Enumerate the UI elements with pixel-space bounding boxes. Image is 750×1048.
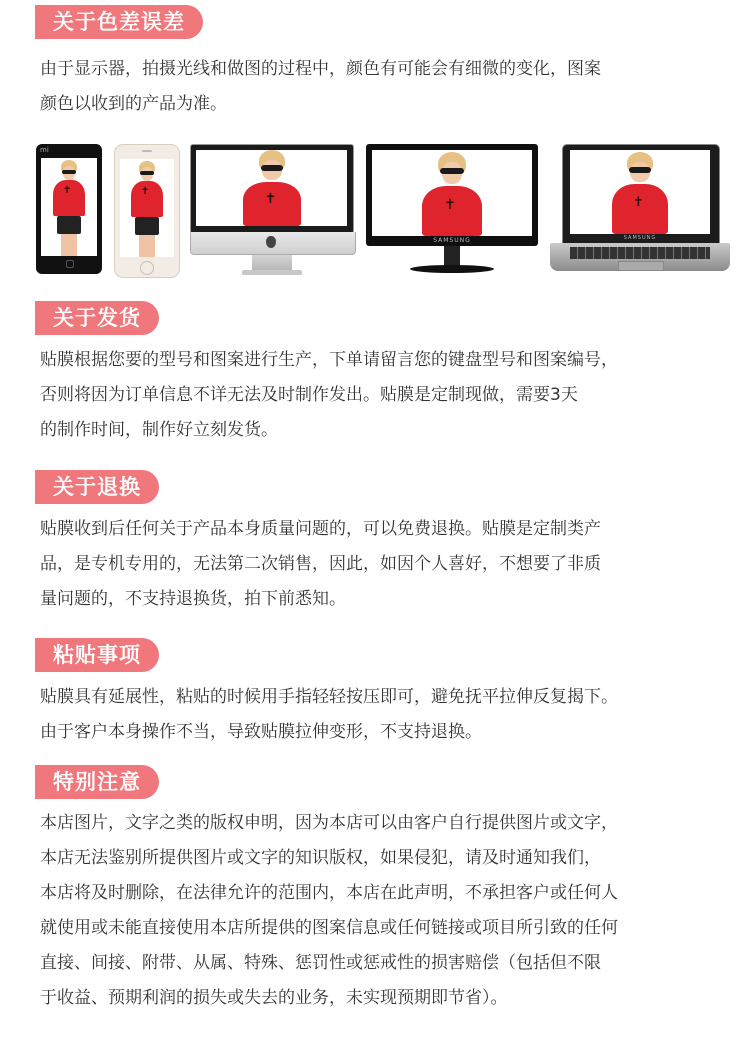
section-tag-application-notes: 粘贴事项 — [35, 638, 159, 672]
section-text-shipping — [40, 343, 740, 448]
device-comparison-image — [0, 138, 750, 283]
section-text-special-notice — [40, 806, 740, 1016]
text-line: 的制作时间，制作好立刻发货。 — [40, 420, 278, 440]
text-line: 本店将及时删除，在法律允许的范围内，本店在此声明，不承担客户或任何人 — [40, 883, 618, 903]
laptop-brand-label: SAMSUNG — [623, 235, 657, 241]
laptop-screen: ✝ — [570, 150, 710, 234]
section-text-color-difference — [40, 52, 740, 122]
gold-phone — [114, 144, 180, 278]
monitor-screen: ✝ — [196, 150, 347, 226]
desktop-monitor — [190, 144, 354, 278]
text-line: 贴膜根据您要的型号和图案进行生产，下单请留言您的键盘型号和图案编号， — [40, 350, 618, 370]
section-tag-shipping: 关于发货 — [35, 301, 159, 335]
text-line: 由于显示器，拍摄光线和做图的过程中，颜色有可能会有细微的变化，图案 — [40, 59, 601, 79]
text-line: 否则将因为订单信息不详无法及时制作发出。贴膜是定制现做，需要3天 — [40, 385, 578, 405]
samsung-monitor — [366, 144, 540, 278]
text-line: 贴膜收到后任何关于产品本身质量问题的，可以免费退换。贴膜是定制类产 — [40, 519, 601, 539]
phone-screen: ✝ — [120, 159, 174, 257]
monitor-screen: ✝ — [372, 150, 532, 236]
black-phone — [36, 144, 102, 274]
apple-logo-icon — [266, 236, 276, 248]
text-line: 量问题的，不支持退换货，拍下前悉知。 — [40, 589, 346, 609]
text-line: 本店无法鉴别所提供图片或文字的知识版权，如果侵犯，请及时通知我们， — [40, 848, 601, 868]
text-line: 贴膜具有延展性，粘贴的时候用手指轻轻按压即可，避免抚平拉伸反复揭下。 — [40, 687, 618, 707]
section-tag-special-notice: 特别注意 — [35, 765, 159, 799]
phone-screen: ✝ — [41, 158, 97, 256]
section-tag-color-difference: 关于色差误差 — [35, 5, 203, 39]
section-tag-returns: 关于退换 — [35, 470, 159, 504]
text-line: 品，是专机专用的，无法第二次销售，因此，如因个人喜好，不想要了非质 — [40, 554, 601, 574]
text-line: 颜色以收到的产品为准。 — [40, 94, 227, 114]
phone-brand-label: mi — [40, 146, 49, 154]
section-text-application-notes — [40, 680, 740, 750]
text-line: 由于客户本身操作不当，导致贴膜拉伸变形，不支持退换。 — [40, 722, 482, 742]
text-line: 于收益、预期利润的损失或失去的业务，未实现预期即节省）。 — [40, 988, 508, 1008]
samsung-laptop — [548, 144, 732, 278]
monitor-brand-label: SAMSUNG — [433, 237, 471, 244]
text-line: 直接、间接、附带、从属、特殊、惩罚性或惩戒性的损害赔偿（包括但不限 — [40, 953, 601, 973]
text-line: 本店图片，文字之类的版权申明，因为本店可以由客户自行提供图片或文字， — [40, 813, 618, 833]
section-text-returns — [40, 512, 740, 617]
text-line: 就使用或未能直接使用本店所提供的图案信息或任何链接或项目所引致的任何 — [40, 918, 618, 938]
